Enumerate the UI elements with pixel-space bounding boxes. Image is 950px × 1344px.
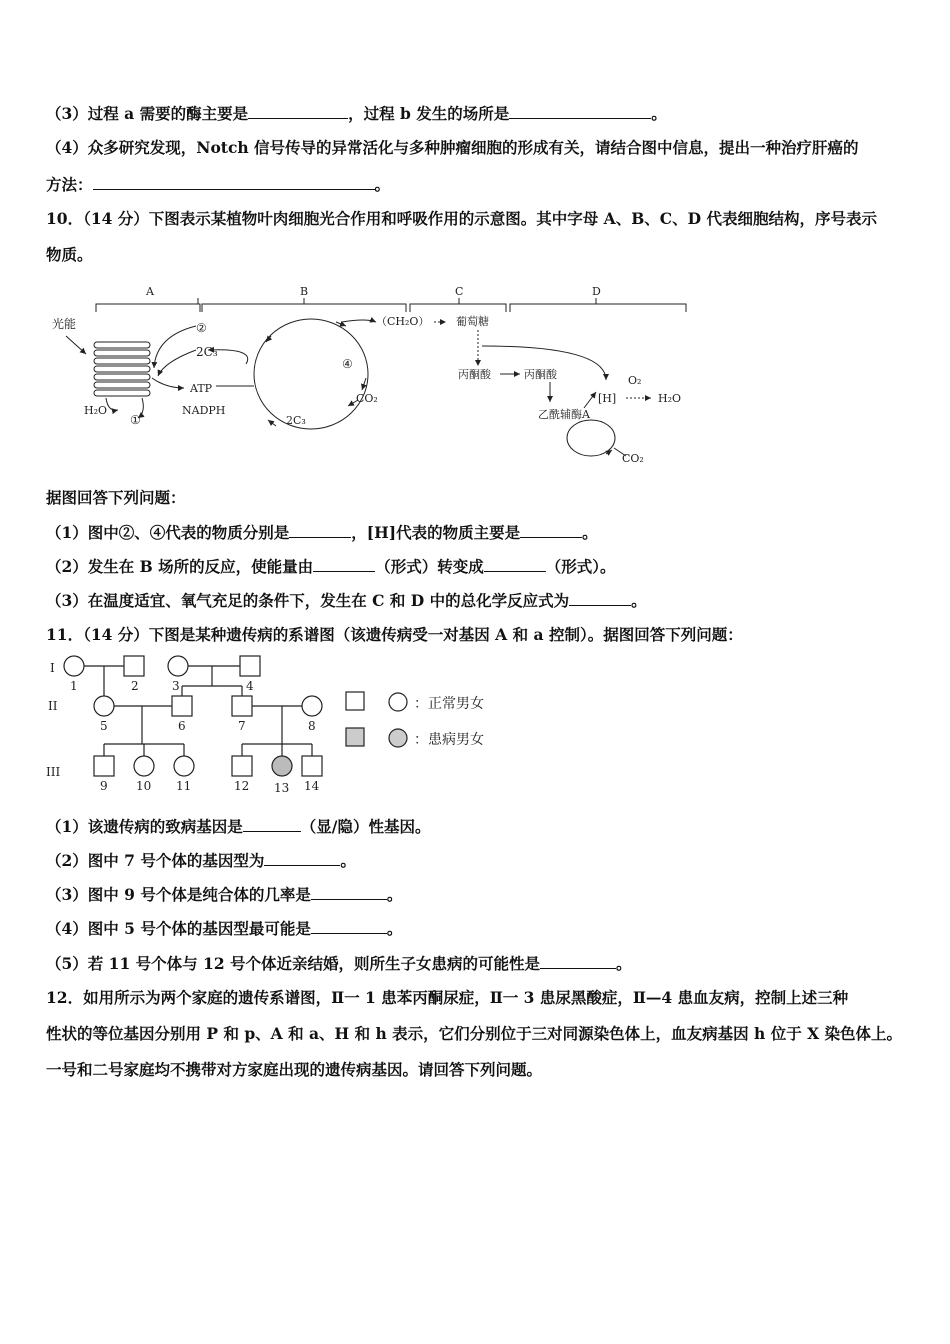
individual-10 xyxy=(134,756,154,776)
label-c4: ④ xyxy=(342,357,353,371)
answer-blank[interactable] xyxy=(93,175,375,190)
q12-line1: 12．如用所示为两个家庭的遗传系谱图，Ⅱ一 1 患苯丙酮尿症，Ⅱ一 3 患尿黑酸症，Ⅱ—4 患血友病，控制上述三种 xyxy=(46,988,849,1007)
answer-blank[interactable] xyxy=(243,817,301,832)
answer-blank[interactable] xyxy=(264,851,340,866)
num-2: 2 xyxy=(131,679,139,693)
individual-3 xyxy=(168,656,188,676)
q12-line2: 性状的等位基因分别用 P 和 p、A 和 a、H 和 h 表示，它们分别位于三对同源染色体上，血友病基因 h 位于 X 染色体上。 xyxy=(46,1024,903,1043)
individual-14 xyxy=(302,756,322,776)
num-13: 13 xyxy=(274,781,290,795)
answer-blank[interactable] xyxy=(484,557,546,572)
num-6: 6 xyxy=(178,719,186,733)
legend-affected-label: ：患病男女 xyxy=(414,732,484,748)
individual-4 xyxy=(240,656,260,676)
label-c3: 2C₃ xyxy=(196,345,218,359)
individual-13-affected xyxy=(272,756,292,776)
label-light: 光能 xyxy=(52,317,77,331)
q11-part4: （4）图中 5 号个体的基因型最可能是 。 xyxy=(46,919,403,938)
thylakoid-stack xyxy=(94,342,150,396)
num-1: 1 xyxy=(70,679,78,693)
label-atp: ATP xyxy=(190,382,213,395)
num-11: 11 xyxy=(176,779,192,793)
photosynthesis-respiration-diagram xyxy=(46,278,696,470)
answer-blank[interactable] xyxy=(311,885,387,900)
q11-part2: （2）图中 7 号个体的基因型为 。 xyxy=(46,851,356,870)
num-3: 3 xyxy=(172,679,180,693)
q11-part1: （1）该遗传病的致病基因是 （显/隐）性基因。 xyxy=(46,817,431,836)
label-2c3: 2C₃ xyxy=(286,414,306,427)
label-pyruvate-2: 丙酮酸 xyxy=(524,368,557,381)
label-glucose: 葡萄糖 xyxy=(456,315,489,328)
answer-blank[interactable] xyxy=(509,104,651,119)
q10-part2: （2）发生在 B 场所的反应，使能量由 （形式）转变成 （形式）。 xyxy=(46,557,616,576)
generation-II: II xyxy=(48,699,58,713)
label-nadph: NADPH xyxy=(182,404,226,417)
q10-stem-line1: 10．（14 分）下图表示某植物叶肉细胞光合作用和呼吸作用的示意图。其中字母 A、B、C、D 代表细胞结构，序号表示 xyxy=(46,209,877,228)
q9-part3: （3）过程 a 需要的酶主要是 ，过程 b 发生的场所是 。 xyxy=(46,104,667,123)
q11-part5: （5）若 11 号个体与 12 号个体近亲结婚，则所生子女患病的可能性是 。 xyxy=(46,954,632,973)
label-D: D xyxy=(592,285,601,298)
label-co2-krebs: CO₂ xyxy=(622,452,644,465)
individual-1 xyxy=(64,656,84,676)
legend-affected-female xyxy=(389,729,407,747)
label-h: [H] xyxy=(598,392,617,405)
answer-blank[interactable] xyxy=(248,104,348,119)
q9-part4-line2: 方法： 。 xyxy=(46,175,391,194)
legend-affected-male xyxy=(346,728,364,746)
label-pyruvate-1: 丙酮酸 xyxy=(458,368,491,381)
q10-intro: 据图回答下列问题： xyxy=(46,488,186,507)
q12-line3: 一号和二号家庭均不携带对方家庭出现的遗传病基因。请回答下列问题。 xyxy=(46,1060,543,1079)
label-c2: ② xyxy=(196,321,207,335)
individual-8 xyxy=(302,696,322,716)
individual-7 xyxy=(232,696,252,716)
label-o2: O₂ xyxy=(628,374,642,387)
generation-III: III xyxy=(46,765,61,779)
q9-part4-line1: （4）众多研究发现，Notch 信号传导的异常活化与多种肿瘤细胞的形成有关，请结合图中信息，提出一种治疗肝癌的 xyxy=(46,138,859,157)
label-h2o-right: H₂O xyxy=(658,392,682,405)
individual-2 xyxy=(124,656,144,676)
label-A: A xyxy=(146,285,154,298)
legend-normal-male xyxy=(346,692,364,710)
label-co2-calvin: CO₂ xyxy=(356,392,378,405)
label-C: C xyxy=(455,285,464,298)
q10-stem-line2: 物质。 xyxy=(46,245,93,264)
answer-blank[interactable] xyxy=(311,919,387,934)
individual-11 xyxy=(174,756,194,776)
answer-blank[interactable] xyxy=(520,523,582,538)
q10-part3: （3）在温度适宜、氧气充足的条件下，发生在 C 和 D 中的总化学反应式为 。 xyxy=(46,591,647,610)
label-c1: ① xyxy=(130,413,141,427)
label-acetyl-coa: 乙酰辅酶A xyxy=(538,408,590,421)
num-12: 12 xyxy=(234,779,250,793)
label-B: B xyxy=(300,285,309,298)
bracket-C xyxy=(410,298,506,312)
label-h2o-left: H₂O xyxy=(84,404,108,417)
individual-12 xyxy=(232,756,252,776)
individual-6 xyxy=(172,696,192,716)
num-8: 8 xyxy=(308,719,316,733)
num-5: 5 xyxy=(100,719,108,733)
q11-stem: 11．（14 分）下图是某种遗传病的系谱图（该遗传病受一对基因 A 和 a 控制）。据图回答下列问题： xyxy=(46,625,743,644)
legend-normal-label: ：正常男女 xyxy=(414,696,484,712)
individual-5 xyxy=(94,696,114,716)
legend-normal-female xyxy=(389,693,407,711)
generation-I: I xyxy=(50,661,55,675)
num-7: 7 xyxy=(238,719,246,733)
num-14: 14 xyxy=(304,779,320,793)
q10-part1: （1）图中②、④代表的物质分别是 ，[H]代表的物质主要是 。 xyxy=(46,523,598,542)
answer-blank[interactable] xyxy=(289,523,351,538)
pedigree-chart xyxy=(46,652,526,802)
num-4: 4 xyxy=(246,679,254,693)
num-10: 10 xyxy=(136,779,152,793)
answer-blank[interactable] xyxy=(313,557,375,572)
num-9: 9 xyxy=(100,779,108,793)
answer-blank[interactable] xyxy=(569,591,631,606)
individual-9 xyxy=(94,756,114,776)
bracket-D xyxy=(510,298,686,312)
q11-part3: （3）图中 9 号个体是纯合体的几率是 。 xyxy=(46,885,403,904)
label-ch2o: （CH₂O） xyxy=(376,315,430,328)
answer-blank[interactable] xyxy=(540,954,616,969)
bracket-A xyxy=(96,298,200,312)
bracket-B xyxy=(202,298,406,312)
